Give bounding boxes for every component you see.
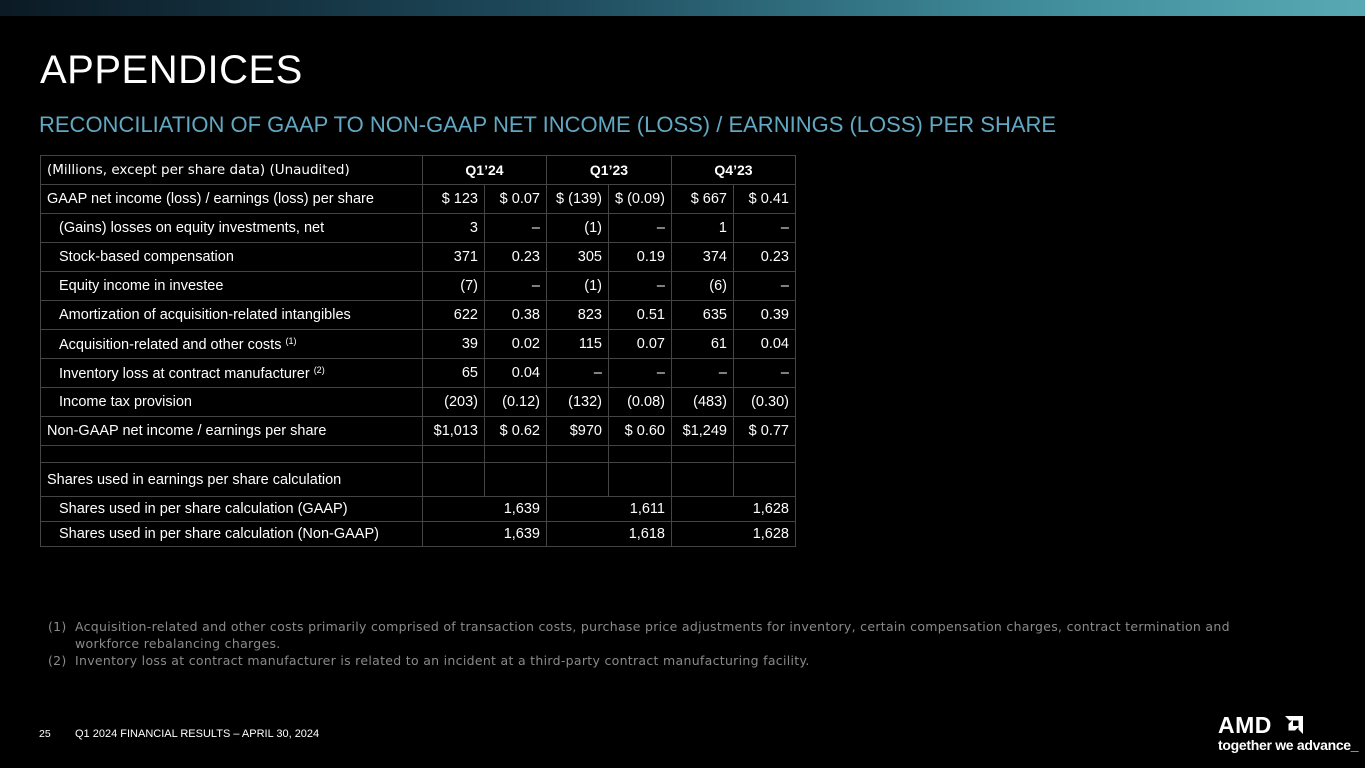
empty-cell [547,463,609,497]
cell-value: (483) [671,388,733,417]
cell-value: $ 0.41 [733,185,795,214]
page-title: APPENDICES [40,48,303,92]
cell-value: 371 [423,243,485,272]
cell-value: 0.38 [485,301,547,330]
cell-value: 1,611 [547,497,672,522]
cell-value: $ (0.09) [609,185,672,214]
cell-value: (1) [547,214,609,243]
footnote-ref: (1) [285,335,297,346]
reconciliation-table [40,155,796,547]
shares-heading-row [41,463,796,497]
cell-value: $ 0.77 [733,417,795,446]
page-number: 25 [39,728,51,740]
cell-value: 0.04 [485,359,547,388]
row-label: Shares used in per share calculation (GAAP) [41,497,423,522]
footnote-number: (1) [48,619,67,634]
empty-cell [671,446,733,463]
empty-cell [547,446,609,463]
row-label: Non-GAAP net income / earnings per share [41,417,423,446]
cell-value: 0.39 [733,301,795,330]
cell-value: (0.12) [485,388,547,417]
cell-value: (203) [423,388,485,417]
cell-value: 0.23 [733,243,795,272]
cell-value: $970 [547,417,609,446]
cell-value: 1,639 [423,522,547,547]
table-row [41,214,796,243]
footnote-1 [48,618,1278,652]
cell-value: 65 [423,359,485,388]
cell-value: 374 [671,243,733,272]
cell-value: 1,628 [671,497,795,522]
empty-cell [423,463,485,497]
table-row [41,330,796,359]
cell-value: (0.08) [609,388,672,417]
cell-value: 0.02 [485,330,547,359]
footnotes [48,618,1278,669]
table-row [41,301,796,330]
cell-value: $1,013 [423,417,485,446]
cell-value: – [733,214,795,243]
cell-value: – [609,214,672,243]
cell-value: 0.19 [609,243,672,272]
cell-value: $ (139) [547,185,609,214]
row-label: Income tax provision [41,388,423,417]
cell-value: 0.51 [609,301,672,330]
cell-value: 0.04 [733,330,795,359]
amd-arrow-icon [1285,716,1303,734]
empty-cell [609,463,672,497]
header-period-q4-23: Q4’23 [671,156,795,185]
cell-value: 3 [423,214,485,243]
cell-value: – [485,214,547,243]
table-row [41,272,796,301]
cell-value: (132) [547,388,609,417]
cell-value: – [547,359,609,388]
cell-value: 1,628 [671,522,795,547]
cell-value: $ 123 [423,185,485,214]
cell-value: 305 [547,243,609,272]
cell-value: 1 [671,214,733,243]
cell-value: $ 667 [671,185,733,214]
top-accent-bar [0,0,1365,16]
row-label: Stock-based compensation [41,243,423,272]
shares-heading: Shares used in earnings per share calculation [41,463,423,497]
cell-value: 823 [547,301,609,330]
row-label: Equity income in investee [41,272,423,301]
cell-value: – [485,272,547,301]
cell-value: $1,249 [671,417,733,446]
cell-value: 61 [671,330,733,359]
cell-value: 0.23 [485,243,547,272]
cell-value: 39 [423,330,485,359]
footer-text: Q1 2024 FINANCIAL RESULTS – APRIL 30, 2024 [75,728,320,740]
cell-value: (0.30) [733,388,795,417]
empty-cell [423,446,485,463]
shares-row [41,497,796,522]
cell-value: (7) [423,272,485,301]
cell-value: – [733,272,795,301]
cell-value: 622 [423,301,485,330]
table-spacer-row [41,446,796,463]
cell-value: $ 0.62 [485,417,547,446]
row-label: Acquisition-related and other costs $^{(1)}$ [41,330,423,359]
header-period-q1-23: Q1’23 [547,156,672,185]
header-period-q1-24: Q1’24 [423,156,547,185]
empty-cell [733,463,795,497]
cell-value: 115 [547,330,609,359]
empty-cell [671,463,733,497]
cell-value: – [733,359,795,388]
table-header-row [41,156,796,185]
shares-row [41,522,796,547]
cell-value: $ 0.07 [485,185,547,214]
footnote-text: Acquisition-related and other costs primarily comprised of transaction costs, purchase price adjustments for inventory, certain compensation charges, contract termination and workforce rebalancing charges. [75,619,1230,651]
cell-value: – [609,359,672,388]
cell-value: $ 0.60 [609,417,672,446]
table-row [41,359,796,388]
empty-cell [733,446,795,463]
page-subtitle: RECONCILIATION OF GAAP TO NON-GAAP NET INCOME (LOSS) / EARNINGS (LOSS) PER SHARE [39,112,1057,137]
row-label: Shares used in per share calculation (Non-GAAP) [41,522,423,547]
empty-cell [41,446,423,463]
table-row [41,417,796,446]
logo-wordmark: AMD [1218,712,1272,738]
logo-tagline: together we advance_ [1218,737,1359,753]
table-row [41,185,796,214]
cell-value: (1) [547,272,609,301]
row-label: GAAP net income (loss) / earnings (loss) per share [41,185,423,214]
cell-value: 1,639 [423,497,547,522]
cell-value: (6) [671,272,733,301]
cell-value: 0.07 [609,330,672,359]
cell-value: – [671,359,733,388]
header-label: (Millions, except per share data) (Unaudited) [41,156,423,185]
footnote-2 [48,652,1278,669]
cell-value: 1,618 [547,522,672,547]
empty-cell [609,446,672,463]
cell-value: – [609,272,672,301]
footnote-text: Inventory loss at contract manufacturer is related to an incident at a third-party contract manufacturing facility. [75,653,810,668]
row-label: Inventory loss at contract manufacturer $^{(2)}$ [41,359,423,388]
row-label: (Gains) losses on equity investments, net [41,214,423,243]
footnote-ref: (2) [313,364,325,375]
table-row [41,243,796,272]
table-row [41,388,796,417]
row-label: Amortization of acquisition-related intangibles [41,301,423,330]
amd-logo [1218,712,1359,756]
cell-value: 635 [671,301,733,330]
empty-cell [485,446,547,463]
empty-cell [485,463,547,497]
footnote-number: (2) [48,653,67,668]
